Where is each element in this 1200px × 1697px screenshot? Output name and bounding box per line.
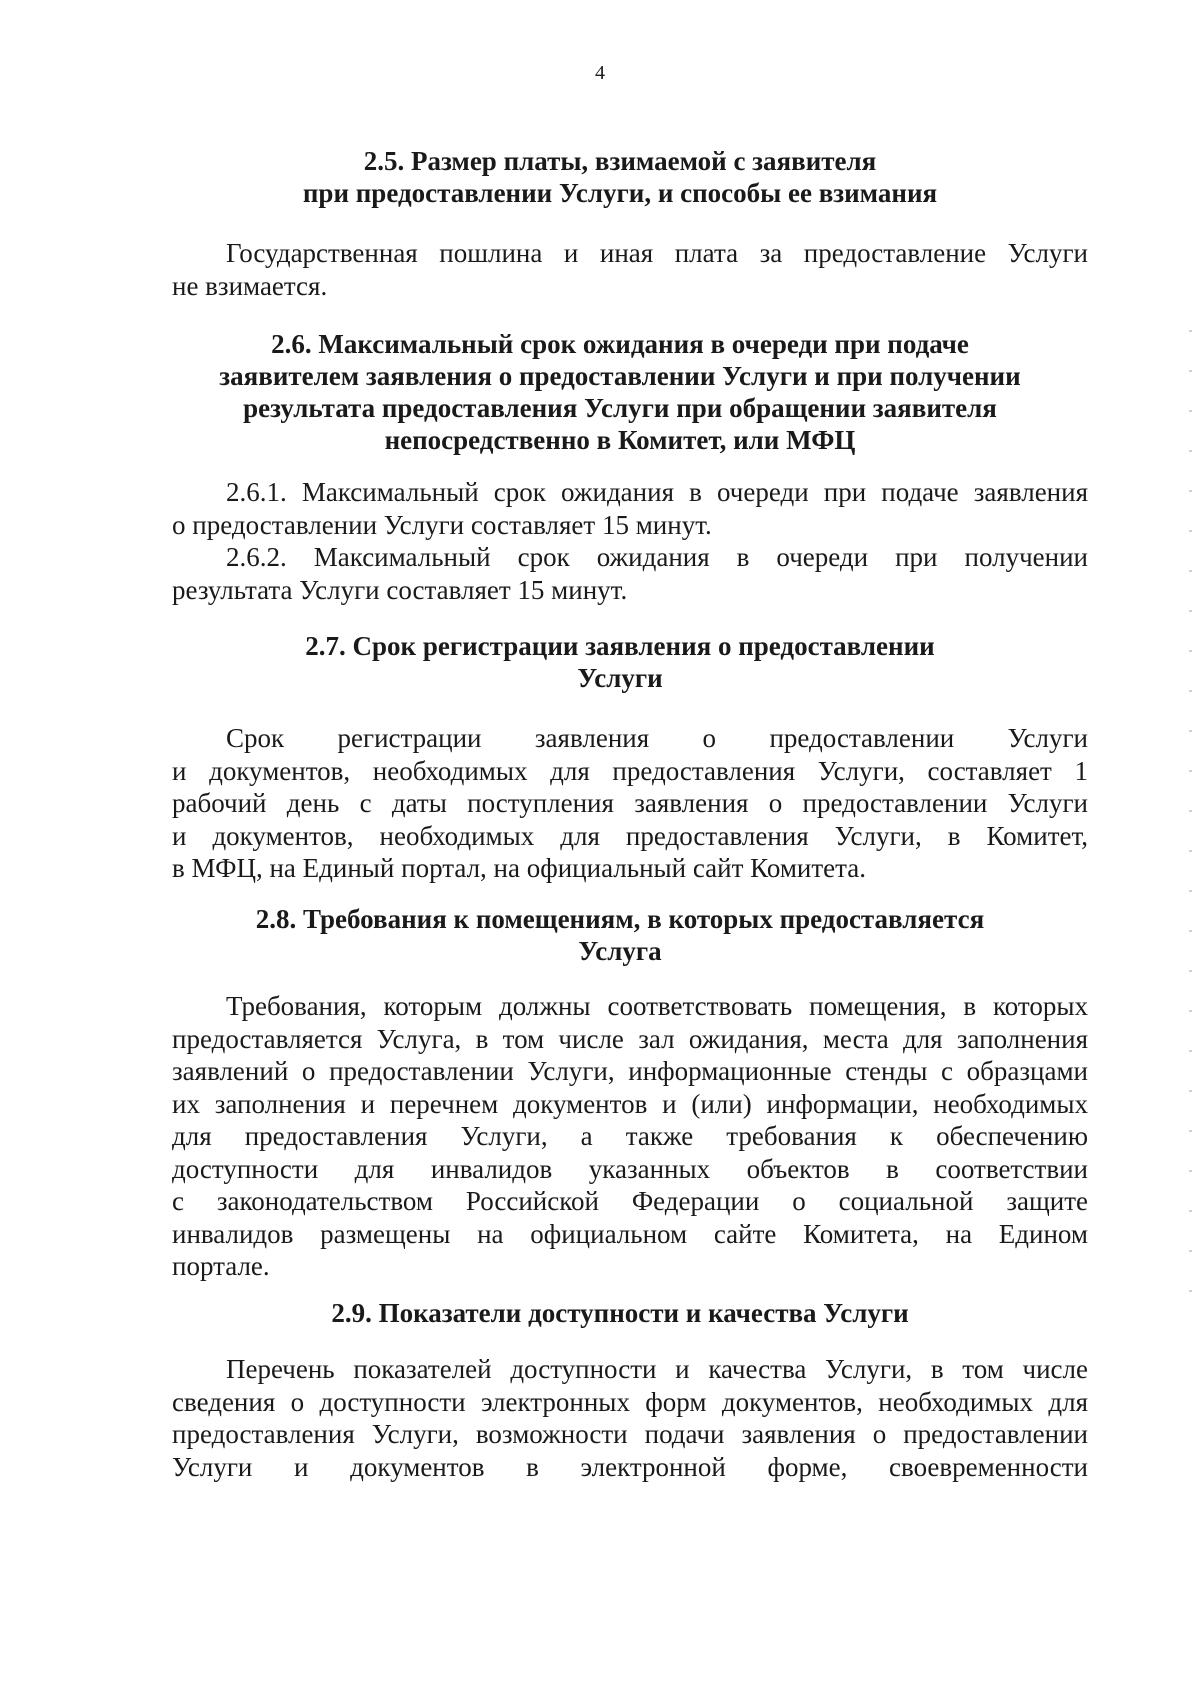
paragraph-line: 2.6.2. Максимальный срок ожидания в очереди при получении	[226, 542, 1088, 572]
section-heading-2-7	[160, 630, 1080, 694]
heading-line: 2.7. Срок регистрации заявления о предоставлении	[305, 631, 935, 661]
scan-margin-marks	[1189, 330, 1192, 1330]
paragraph-line: портале.	[172, 1251, 270, 1281]
paragraph-line: Государственная пошлина и иная плата за предоставление Услуги	[226, 238, 1088, 268]
heading-line: 2.9. Показатели доступности и качества Услуги	[331, 1298, 909, 1328]
paragraph-line: их заполнения и перечнем документов и (или) информации, необходимых	[172, 1088, 1088, 1119]
paragraph-line: инвалидов размещены на официальном сайте Комитета, на Едином	[172, 1218, 1088, 1249]
paragraph-premises	[172, 990, 1088, 1283]
heading-line: 2.5. Размер платы, взимаемой с заявителя	[363, 146, 877, 176]
paragraph-line: заявлений о предоставлении Услуги, информационные стенды с образцами	[172, 1056, 1088, 1086]
paragraph-line: Услуги и документов в электронной форме, своевременности	[172, 1451, 1088, 1482]
paragraph-line: Срок регистрации заявления о предоставлении Услуги	[226, 723, 1088, 753]
paragraph-2-6-1	[172, 476, 1088, 541]
section-heading-2-9	[160, 1297, 1080, 1329]
section-heading-2-6	[160, 328, 1080, 456]
heading-line: 2.6. Максимальный срок ожидания в очереди при подаче	[271, 329, 969, 359]
paragraph-line: рабочий день с даты поступления заявления о предоставлении Услуги	[172, 788, 1088, 818]
paragraph-line: и документов, необходимых для предоставления Услуги, в Комитет,	[172, 820, 1088, 851]
paragraph-line: с законодательством Российской Федерации о социальной защите	[172, 1186, 1088, 1216]
paragraph-line: Перечень показателей доступности и качества Услуги, в том числе	[226, 1354, 1088, 1384]
paragraph-line: о предоставлении Услуги составляет 15 минут.	[172, 509, 712, 540]
paragraph-line: не взимается.	[172, 270, 328, 301]
heading-line: 2.8. Требования к помещениям, в которых предоставляется	[255, 904, 985, 934]
page-number: 4	[595, 62, 605, 84]
paragraph-line: и документов, необходимых для предоставления Услуги, составляет 1	[172, 755, 1088, 786]
paragraph-line: в МФЦ, на Единый портал, на официальный сайт Комитета.	[172, 853, 866, 883]
heading-line: заявителем заявления о предоставлении Услуги и при получении	[219, 361, 1021, 391]
paragraph-line: доступности для инвалидов указанных объектов в соответствии	[172, 1153, 1088, 1184]
paragraph-registration	[172, 722, 1088, 885]
paragraph-line: предоставления Услуги, возможности подачи заявления о предоставлении	[172, 1419, 1088, 1449]
section-heading-2-5	[160, 145, 1080, 209]
paragraph-line: результата Услуги составляет 15 минут.	[172, 574, 628, 605]
section-heading-2-8	[160, 903, 1080, 967]
heading-line: результата предоставления Услуги при обращении заявителя	[243, 393, 997, 423]
heading-line: при предоставлении Услуги, и способы ее взимания	[302, 178, 938, 208]
paragraph-line: сведения о доступности электронных форм документов, необходимых для	[172, 1386, 1088, 1417]
paragraph-fee	[172, 237, 1088, 302]
paragraph-line: предоставляется Услуга, в том числе зал ожидания, места для заполнения	[172, 1023, 1088, 1054]
paragraph-line: 2.6.1. Максимальный срок ожидания в очереди при подаче заявления	[226, 477, 1088, 507]
paragraph-line: для предоставления Услуги, а также требования к обеспечению	[172, 1121, 1088, 1151]
heading-line: Услуга	[578, 936, 662, 966]
heading-line: непосредственно в Комитет, или МФЦ	[384, 425, 856, 455]
paragraph-line: Требования, которым должны соответствовать помещения, в которых	[226, 991, 1088, 1021]
paragraph-quality	[172, 1353, 1088, 1483]
paragraph-2-6-2	[172, 541, 1088, 606]
heading-line: Услуги	[577, 663, 663, 693]
